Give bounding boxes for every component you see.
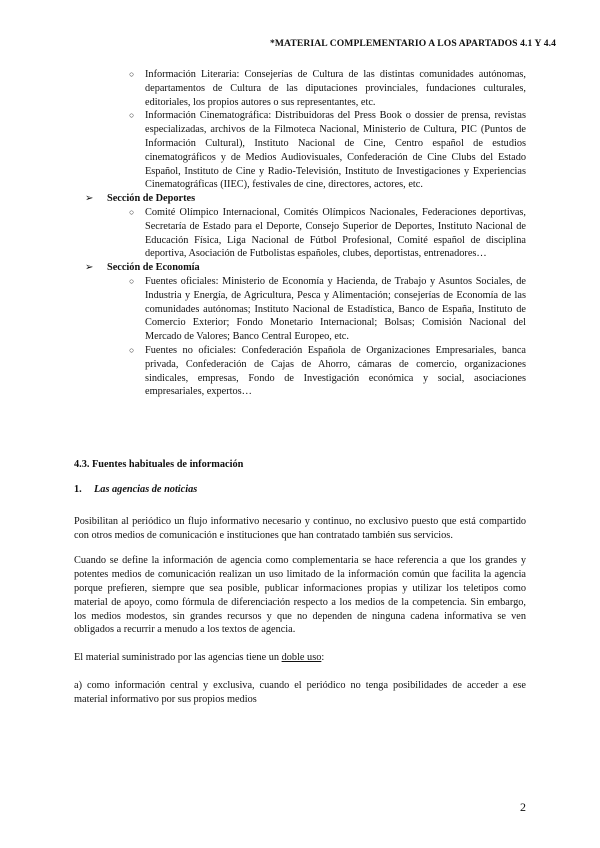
list-item-text: Comité Olímpico Internacional, Comités Olímpicos Nacionales, Federaciones deportivas, Secretaría de Estado para el Deporte, Consejo Superior de Deportes, Instituto Nacional de Educación Física, Liga Nacional de Fútbol Profesional, Comité español de disciplina deportiva, Asociación de Futbolistas españoles, clubes, deportistas, entrenadores… bbox=[145, 206, 526, 260]
circle-bullet-icon: ○ bbox=[129, 344, 135, 355]
paragraph: a) como información central y exclusiva, cuando el periódico no tenga posibilidades de acceder a ese material informativo por sus propios medios bbox=[74, 679, 526, 705]
subheading-number: 1. bbox=[74, 483, 82, 495]
paragraph-text: El material suministrado por las agencias tiene un bbox=[74, 652, 282, 664]
list-item bbox=[129, 206, 526, 261]
circle-bullet-icon: ○ bbox=[129, 206, 135, 217]
section-heading-deportes bbox=[85, 192, 526, 206]
paragraph: Cuando se define la información de agencia como complementaria se hace referencia a que los grandes y potentes medios de comunicación realizan un uso limitado de la información común que facilita la agencia porque prefieren, siempre que sea posible, publicar informaciones propias y utilizar los teletipos como material de apoyo, como fórmula de diferenciación respecto a los medios de la competencia. Sin embargo, los medios modestos, sin grandes recursos y que no dependen de ninguna cadena informativa se ven obligados a recurrir a menudo a los textos de agencia. bbox=[74, 555, 526, 636]
list-item-text: Información Cinematográfica: Distribuidoras del Press Book o dossier de prensa, revistas especializadas, archivos de la Filmoteca Nacional, Ministerio de Cultura, PIC (Puntos de Información Cultural), Instituto Nacional de Cine, Centro español de estudios cinematográficos y de Medios Audiovisuales, Confederación de Cine Clubs del Estado Español, Instituto de Cine y Radio-Televisión, Instituto de Investigaciones y Experiencias Cinematográficas (IIEC), festivales de cine, directores, actores, etc. bbox=[145, 110, 526, 191]
list-item bbox=[129, 344, 526, 399]
section-title: Sección de Economía bbox=[107, 262, 200, 274]
subheading-agencias bbox=[74, 483, 526, 497]
list-item bbox=[129, 68, 526, 109]
list-item-text: Fuentes no oficiales: Confederación Española de Organizaciones Empresariales, banca privada, Confederación de Cajas de Ahorro, cámaras de comercio, organizaciones sindicales, empresas, Fondo de Investigación económica y social, asociaciones empresariales, expertos… bbox=[145, 344, 526, 398]
section-heading-economia bbox=[85, 261, 526, 275]
arrow-bullet-icon: ➢ bbox=[85, 262, 94, 274]
circle-bullet-icon: ○ bbox=[129, 275, 135, 286]
paragraph: Posibilitan al periódico un flujo informativo necesario y continuo, no exclusivo puesto que está compartido con otros medios de comunicación e instituciones que han contratado también sus servicios. bbox=[74, 515, 526, 541]
section-title: Sección de Deportes bbox=[107, 193, 196, 205]
list-item-text: Fuentes oficiales: Ministerio de Economía y Hacienda, de Trabajo y Asuntos Sociales, de Industria y Energía, de Agricultura, Pesca y Alimentación; consejerías de Economía de las comunidades autónomas; Instituto Nacional de Estadística, Banco de España, Instituto de Comercio Exterior; Fondo Monetario Internacional; Bolsas; Comisión Nacional del Mercado de Valores; Banco Central Europeo, etc. bbox=[145, 275, 526, 343]
list-item-text: Información Literaria: Consejerías de Cultura de las distintas comunidades autónomas, departamentos de Cultura de las diputaciones provinciales, fundaciones culturales, editoriales, los propios autores o sus representantes, etc. bbox=[145, 69, 526, 108]
paragraph bbox=[74, 651, 526, 665]
underlined-text: doble uso bbox=[281, 652, 322, 664]
list-item bbox=[129, 275, 526, 344]
subheading-text: Las agencias de noticias bbox=[94, 483, 198, 495]
list-item bbox=[129, 109, 526, 192]
page-content bbox=[74, 68, 526, 706]
circle-bullet-icon: ○ bbox=[129, 69, 135, 79]
section-heading-4-3: 4.3. Fuentes habituales de información bbox=[74, 459, 244, 471]
circle-bullet-icon: ○ bbox=[129, 110, 135, 121]
page-number: 2 bbox=[520, 800, 526, 814]
arrow-bullet-icon: ➢ bbox=[85, 193, 94, 205]
page-header: *MATERIAL COMPLEMENTARIO A LOS APARTADOS 4.1 Y 4.4 bbox=[269, 38, 556, 49]
paragraph-text: : bbox=[321, 652, 325, 664]
